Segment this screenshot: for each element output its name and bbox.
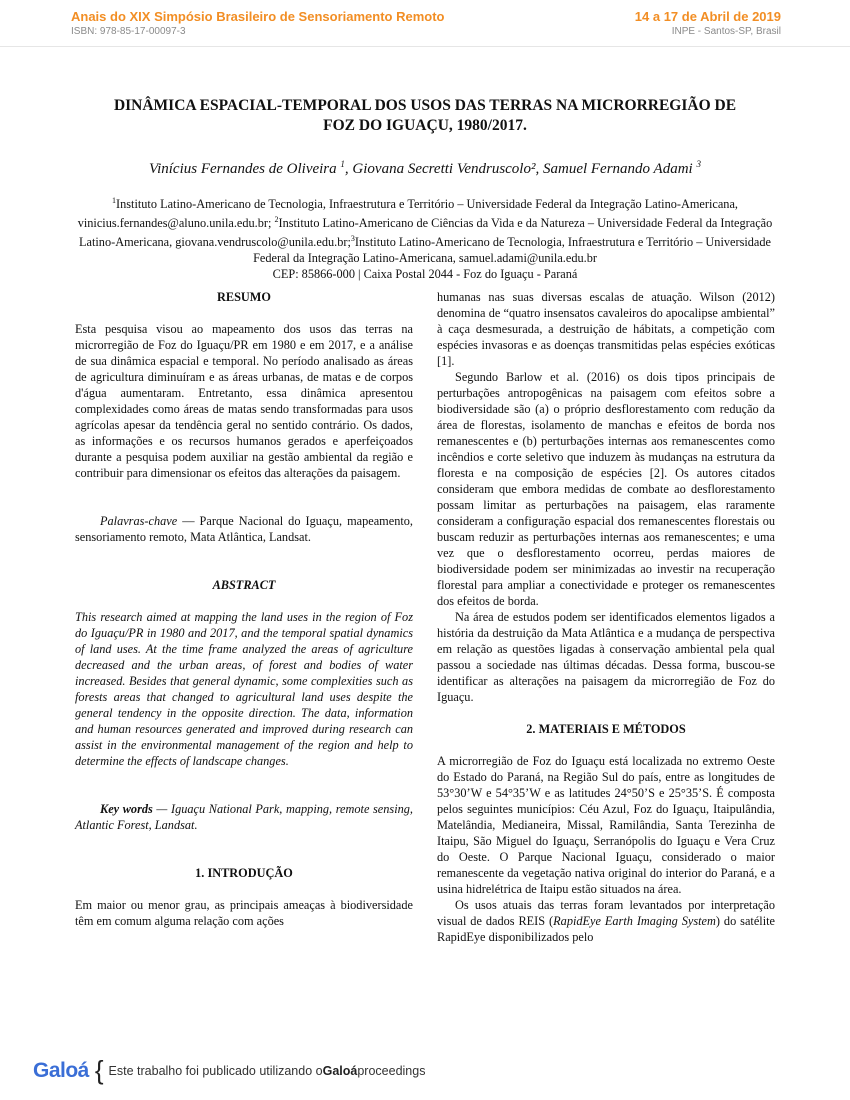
- affiliation-mark: 3: [350, 234, 355, 244]
- author-affiliation-mark: 1: [340, 159, 345, 169]
- event-location: INPE - Santos-SP, Brasil: [671, 26, 781, 37]
- event-title: Anais do XIX Simpósio Brasileiro de Sensoriamento Remoto: [71, 9, 445, 24]
- body-paragraph: A microrregião de Foz do Iguaçu está localizada no extremo Oeste do Estado do Paraná, na Região Sul do país, entre as longitudes de 53°30’W e 54°35’W e as latitudes 24°50’S e 25°35’S. É composta pelos seguintes municípios: Céu Azul, Foz do Iguaçu, Itaipulândia, Matelândia, Medianeira, Missal, Ramilândia, Santa Terezinha de Itaipu, São Miguel do Iguaçu, Serranópolis do Iguaçu e Vera Cruz do Oeste. O Parque Nacional Iguaçu, considerado o maior remanescente da vegetação nativa original do interior do Paraná, e a usina hidrelétrica de Itaipu estão situados na área.: [437, 754, 775, 896]
- keywords-label: Key words: [100, 802, 153, 816]
- isbn: ISBN: 978-85-17-00097-3: [71, 26, 186, 37]
- introduction-heading: 1. INTRODUÇÃO: [195, 866, 293, 880]
- affiliation-mark: 2: [274, 215, 279, 225]
- body-paragraph: humanas nas suas diversas escalas de atuação. Wilson (2012) denomina de “quatro insensatos cavaleiros do apocalipse ambiental” à caça desmesurada, a destruição de hábitats, a competição com espécies invasoras e as doenças transmitidas pelas espécies exóticas [1].: [437, 290, 775, 368]
- body-paragraph: Na área de estudos podem ser identificados elementos ligados a história da destruição da Mata Atlântica e a mudança de perspectiva em relação as questões ligadas à conservação ambiental pela qual passou a sociedade nas últimas décadas. Dessa forma, buscou-se identificar as alterações na paisagem da microrregião de Foz do Iguaçu.: [437, 610, 775, 704]
- page-footer: [33, 1056, 425, 1086]
- author-name: Samuel Fernando Adami: [542, 161, 697, 177]
- palavras-chave-text: — Parque Nacional do Iguaçu, mapeamento, sensoriamento remoto, Mata Atlântica, Landsat.: [75, 514, 413, 544]
- affiliation-2: Instituto Latino-Americano de Ciências da Vida e da Natureza – Universidade Federal da Integração Latino-Americana, giovana.vendruscolo@unila.edu.br;: [79, 216, 773, 250]
- abstract-heading: ABSTRACT: [212, 578, 276, 592]
- galoa-logo: Galoá: [33, 1059, 89, 1082]
- author-name: Giovana Secretti Vendruscolo²: [352, 161, 536, 177]
- footer-brand: Galoá: [322, 1064, 358, 1078]
- abstract-paragraph: This research aimed at mapping the land uses in the region of Foz do Iguaçu/PR in 1980 and 2017, and the temporal spatial dynamics of land uses. At the time frame analyzed the areas of agriculture decreased and the urban areas, of forest and bodies of water increased. Besides that general dynamic, some complexities such as forests areas that changed to agricultural land uses despite the general tendency in the opposite direction. The data, information and human resources generated and improved during research can assist in the environmental management of the region and help to determine the effects of landscape changes.: [75, 610, 413, 768]
- introduction-paragraph: Em maior ou menor grau, as principais ameaças à biodiversidade têm em comum alguma relação com ações: [75, 898, 413, 928]
- author-separator: ,: [535, 161, 543, 177]
- event-dates: 14 a 17 de Abril de 2019: [634, 9, 781, 24]
- header-divider: [0, 46, 850, 47]
- body-text: Os usos atuais das terras foram levantados por interpretação visual de dados REIS (: [437, 898, 775, 928]
- page-header: [0, 0, 850, 46]
- resumo-paragraph: Esta pesquisa visou ao mapeamento dos usos das terras na microrregião de Foz do Iguaçu/PR em 1980 e em 2017, e a análise de sua dinâmica espacial e temporal. No período analisado as áreas de agricultura diminuíram e as áreas urbanas, de matas e de corpos d'água aumentaram. Entretanto, essa dinâmica apresentou complexidades como áreas de matas sendo transformadas para usos agrícolas apesar da tendência geral no sentido contrário. Os dados, as informações e os recursos humanos gerados e aperfeiçoados durante a pesquisa podem auxiliar na gestão ambiental da região e contribuir para dimensionar os efeitos das alterações da paisagem.: [75, 322, 413, 480]
- keywords-text: — Iguaçu National Park, mapping, remote sensing, Atlantic Forest, Landsat.: [75, 802, 413, 832]
- footer-text: Este trabalho foi publicado utilizando o: [108, 1064, 323, 1078]
- affiliation-1: Instituto Latino-Americano de Tecnologia, Infraestrutura e Território – Universidade Federal da Integração Latino-Americana, vinicius.fernandes@aluno.unila.edu.br;: [77, 197, 738, 231]
- affiliation-3: Instituto Latino-Americano de Tecnologia, Infraestrutura e Território – Universidade Federal da Integração Latino-Americana, samuel.adami@unila.edu.br: [253, 235, 771, 266]
- brace-icon: {: [94, 1054, 104, 1085]
- author-affiliation-mark: 3: [696, 159, 701, 169]
- palavras-chave: [75, 513, 413, 545]
- author-list: [60, 155, 790, 179]
- resumo-heading: RESUMO: [217, 290, 271, 304]
- affiliation-mark: 1: [112, 196, 116, 205]
- left-column: [75, 289, 413, 929]
- keywords: [75, 801, 413, 833]
- right-column: [437, 289, 775, 945]
- header-left: [71, 8, 444, 38]
- affiliations: [76, 193, 774, 282]
- methods-heading: 2. MATERIAIS E MÉTODOS: [526, 722, 686, 736]
- body-text-italic: RapidEye Earth Imaging System: [553, 914, 716, 928]
- author-name: Vinícius Fernandes de Oliveira: [149, 161, 341, 177]
- footer-suffix: proceedings: [357, 1064, 426, 1078]
- body-text: ) do satélite RapidEye disponibilizados pelo: [437, 914, 775, 944]
- paper-title-line-2: FOZ DO IGUAÇU, 1980/2017.: [323, 117, 527, 134]
- palavras-chave-label: Palavras-chave: [100, 514, 178, 528]
- author-separator: ,: [344, 161, 353, 177]
- body-paragraph: [437, 897, 775, 945]
- postal-address: CEP: 85866-000 | Caixa Postal 2044 - Foz do Iguaçu - Paraná: [272, 267, 578, 282]
- body-paragraph: Segundo Barlow et al. (2016) os dois tipos principais de perturbações antropogênicas na paisagem com efeitos sobre a biodiversidade são (a) o próprio desflorestamento com redução da área de florestas, isolamento de manchas e efeitos de borda nos remanescentes e (b) perturbações internas aos remanescentes como incêndios e corte seletivo que induzem às mudanças na estrutura da floresta e na composição de espécies [2]. Os autores citados consideram que embora medidas de combate ao desflorestamento possam limitar as perturbações na paisagem, elas raramente consideram a configuração espacial dos remanescentes florestais ou buscam reduzir as perturbações internas aos remanescentes; e uma vez que o desflorestamento ocorreu, perdas maiores de biodiversidade podem ser minimizadas ao investir na recuperação florestal para ampliar a conectividade e proteger os remanescentes dos efeitos de borda.: [437, 370, 775, 608]
- paper-title: [60, 96, 790, 136]
- paper-title-line-1: DINÂMICA ESPACIAL-TEMPORAL DOS USOS DAS TERRAS NA MICRORREGIÃO DE: [113, 97, 737, 114]
- header-right: [635, 8, 781, 38]
